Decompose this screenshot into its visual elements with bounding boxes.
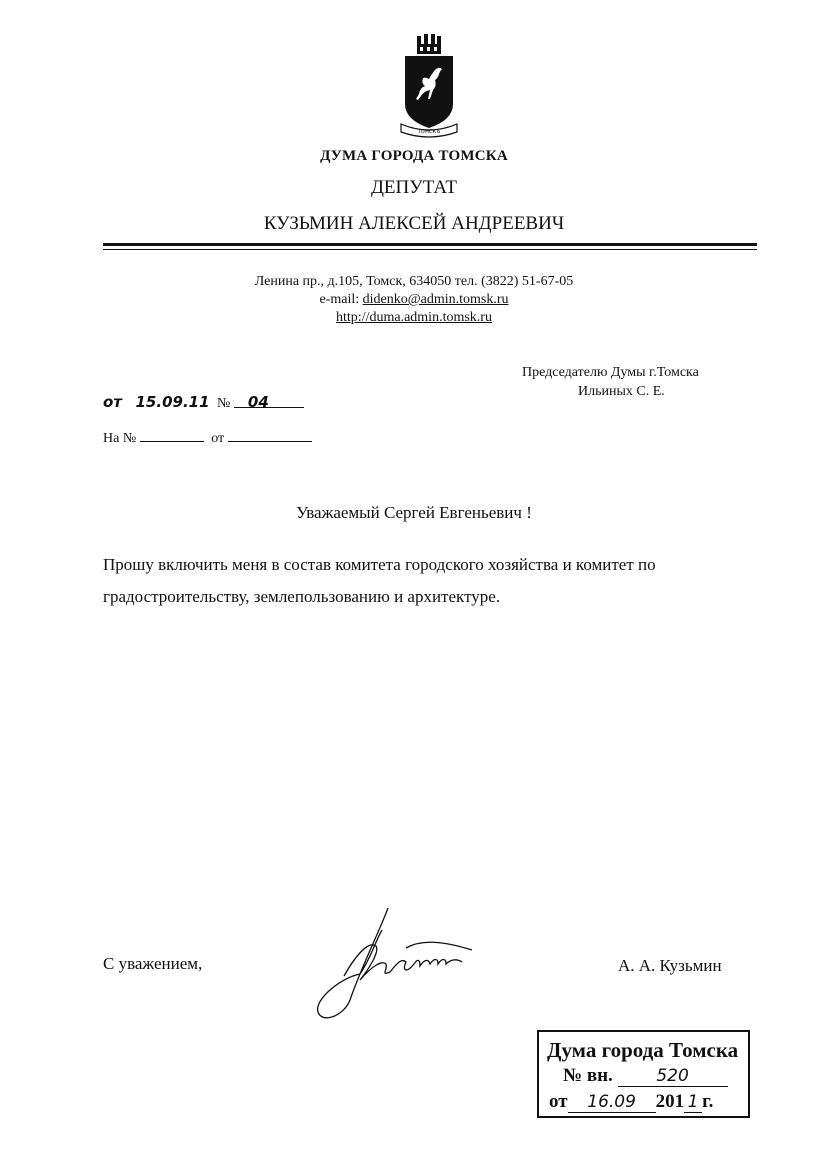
stamp-number: 520 <box>618 1066 728 1087</box>
number-label: № <box>217 396 231 411</box>
outgoing-reference <box>103 393 304 412</box>
handwritten-date: 15.09.11 <box>135 393 210 411</box>
stamp-number-label: № вн. <box>563 1065 613 1086</box>
stamp-date-line <box>549 1091 713 1113</box>
letter-body: Прошу включить меня в состав комитета городского хозяйства и комитет по градостроительству, землепользованию и архитектуре. <box>103 555 656 606</box>
reply-date-label: от <box>211 431 225 446</box>
registration-stamp <box>537 1030 750 1118</box>
handwritten-number: 04 <box>247 393 269 411</box>
stamp-year-suffix: г. <box>702 1091 714 1112</box>
handwritten-signature <box>310 900 480 1030</box>
stamp-number-line <box>563 1065 728 1087</box>
email-label: e-mail: <box>319 292 363 307</box>
recipient-block <box>522 363 732 401</box>
organization-title: ДУМА ГОРОДА ТОМСКА <box>320 148 508 164</box>
header-divider-thick <box>103 243 757 246</box>
tomsk-coat-of-arms-icon <box>397 32 461 142</box>
postal-address: Ленина пр., д.105, Томск, 634050 тел. (3822) 51-67-05 <box>254 274 574 289</box>
header-divider-thin <box>103 249 757 250</box>
closing-phrase: С уважением, <box>103 954 203 973</box>
stamp-year-digit: 1 <box>684 1092 702 1113</box>
stamp-year-prefix: 201 <box>655 1091 685 1112</box>
website-link[interactable]: http://duma.admin.tomsk.ru <box>336 310 492 325</box>
deputy-name: КУЗЬМИН АЛЕКСЕЙ АНДРЕЕВИЧ <box>263 213 565 234</box>
position-title: ДЕПУТАТ <box>370 177 458 198</box>
email-link[interactable]: didenko@admin.tomsk.ru <box>362 292 509 307</box>
signer-name: А. А. Кузьмин <box>618 956 722 975</box>
reply-reference <box>103 427 312 447</box>
number-field <box>234 393 304 411</box>
reply-number-label: На № <box>103 431 137 446</box>
reply-date-blank <box>228 427 312 442</box>
website-line <box>0 309 828 327</box>
stamp-title: Дума города Томска <box>547 1038 739 1062</box>
crest-motto: ТОМСКЪ <box>417 129 441 135</box>
stamp-date: 16.09 <box>568 1092 656 1113</box>
recipient-title: Председателю Думы г.Томска <box>522 365 699 380</box>
salutation: Уважаемый Сергей Евгеньевич ! <box>296 503 532 522</box>
email-line <box>0 291 828 309</box>
handwritten-date-prefix: от <box>103 393 122 411</box>
reply-number-blank <box>140 427 204 442</box>
stamp-date-label: от <box>549 1091 568 1112</box>
recipient-name: Ильиных С. Е. <box>578 384 665 399</box>
